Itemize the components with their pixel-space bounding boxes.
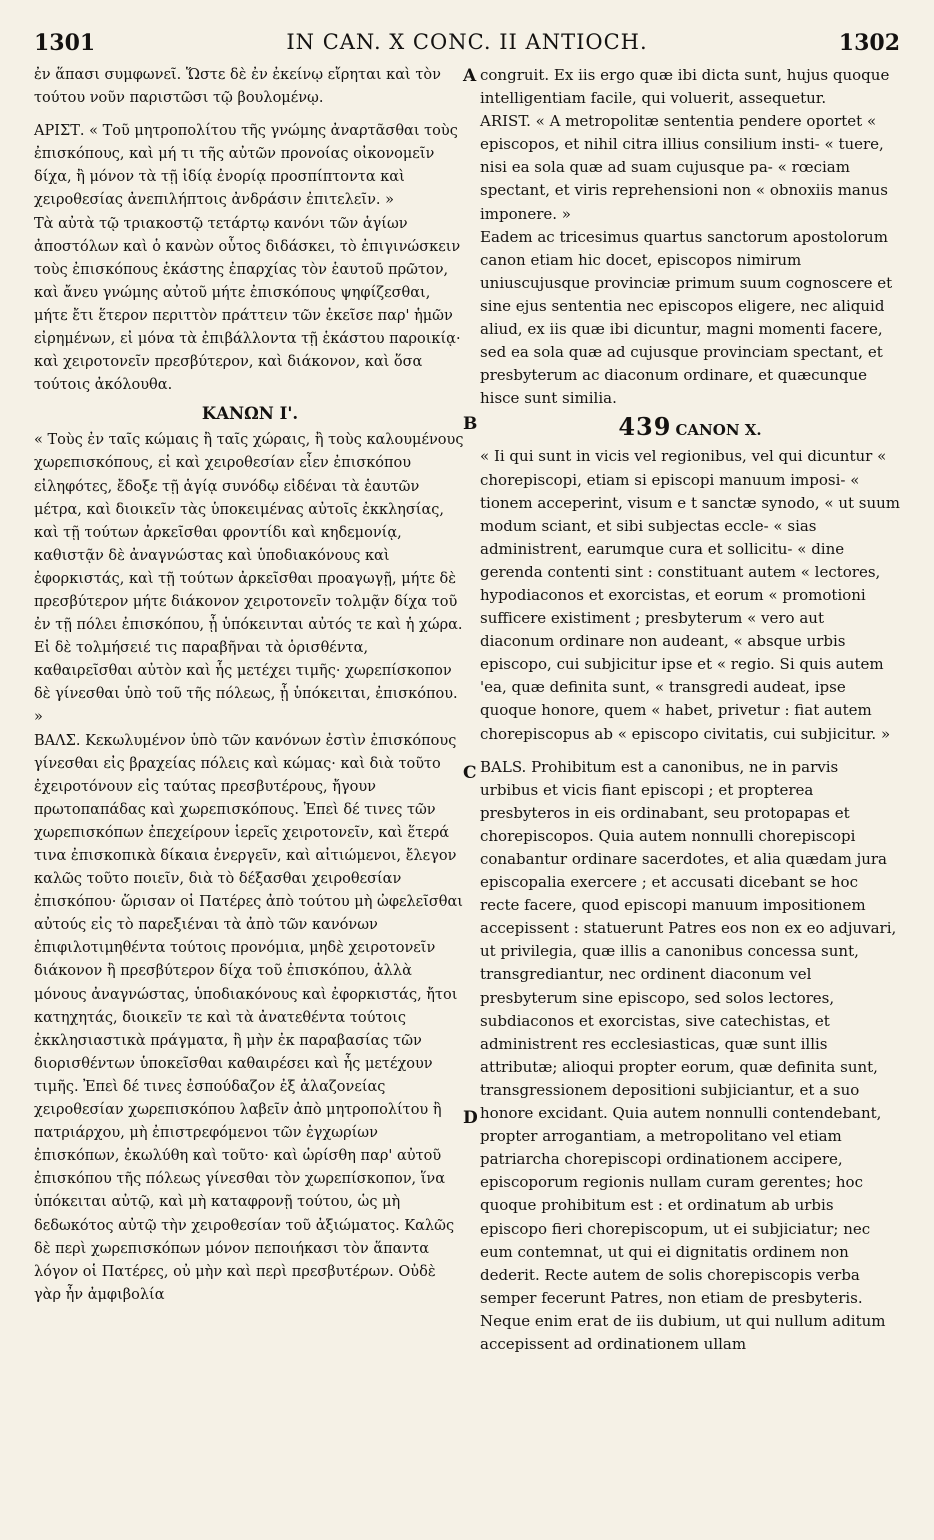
latin-canon-title: CANON X. <box>675 421 762 440</box>
page-number-right: 1302 <box>838 30 900 56</box>
page-header <box>0 30 934 60</box>
greek-intro: ἐν ἅπασι συμφωνεῖ. Ὥστε δὲ ἐν ἐκείνῳ εἴρηται καὶ τὸν τούτου νοῦν παριστῶσι τῷ βουλομένῳ. <box>34 67 441 107</box>
latin-explanation: Eadem ac tricesimus quartus sanctorum apostolorum canon etiam hic docet, episcopos nimirum uniuscujusque provinciæ primum suum cognoscere et sine ejus sententia nec episcopos eligere, nec aliquid aliud, ex iis quæ ibi dicuntur, magni momenti facere, sed ea sola quæ ad cujusque provinciam spectant, et presbyterum ac diaconum ordinare, et quæcunque hisce sunt similia. <box>480 227 893 408</box>
latin-bals-comment: BALS. Prohibitum est a canonibus, ne in parvis urbibus et vicis fiant episcopi ; et propterea presbyteros in eis ordinabant, seu protopapas et chorepiscopos. Quia autem nonnulli chorepiscopi conabantur ordinare sacerdotes, et alia quædam jura episcopalia exercere ; et accusati dicebant se hoc recte facere, quod episcopi manuum impositionem accepissent : statuerunt Patres eos non ex eo adjuvari, ut privilegia, quæ illis a canonibus concessa sunt, transgrediantur, nec ordinent diaconum vel presbyterum sine episcopo, sed solos lectores, subdiaconos et exorcistas, sive catechistas, et administrent res ecclesiasticas, quæ sunt illis attributæ; alioqui propter eorum, quæ definita sunt, transgressionem depositioni subjiciantur, et a suo honore excidant. Quia autem nonnulli contendebant, propter arrogantiam, a metropolitano vel etiam patriarcha chorepiscopi ordinationem accipere, episcoporum regionis nullam curam gerentes; hoc quoque prohibitum est : et ordinatum ab urbis episcopo fieri chorepiscopum, ut ei subjiciatur; nec eum contemnat, ut qui ei dignitatis ordinem non dederit. Recte autem de solis chorepiscopis verba semper fecerunt Patres, non etiam de presbyteris. Neque enim erat de iis dubium, ut qui nullum aditum accepissent ad ordinationem ullam <box>480 757 897 1353</box>
latin-canon-heading <box>480 414 900 443</box>
greek-bals-comment: ΒΑΛΣ. Κεκωλυμένον ὑπὸ τῶν κανόνων ἐστὶν ἐπισκόπους γίνεσθαι εἰς βραχείας πόλεις καὶ κώμας· καὶ διὰ τοῦτο ἐχειροτόνουν εἰς ταύτας πρεσβυτέρους, ἤγουν πρωτοπαπάδας καὶ χωρεπισκόπους. Ἐπεὶ δέ τινες τῶν χωρεπισκόπων ἐπεχείρουν ἱερεῖς χειροτονεῖν, καὶ ἕτερά τινα ἐπισκοπικὰ δίκαια ἐνεργεῖν, καὶ αἰτιώμενοι, ἔλεγον καλῶς τοῦτο ποιεῖν, διὰ τὸ δέξασθαι χειροθεσίαν ἐπισκόπου· ὥρισαν οἱ Πατέρες ἀπὸ τούτου μὴ ὠφελεῖσθαι αὐτούς εἰς τὸ παρεξιέναι τὰ ἀπὸ τῶν κανόνων ἐπιφιλοτιμηθέντα τούτοις προνόμια, μηδὲ χειροτονεῖν διάκονον ἢ πρεσβύτερον δίχα τοῦ ἐπισκόπου, ἀλλὰ μόνους ἀναγνώστας, ὑποδιακόνους καὶ ἐφορκιστάς, ἤτοι κατηχητάς, διοικεῖν τε καὶ τὰ ἀνατεθέντα τούτοις ἐκκλησιαστικὰ πράγματα, ἢ μὴν ἐκ παραβασίας τῶν διορισθέντων ὑποκεῖσθαι καθαιρέσει καὶ ἧς μετέχουν τιμῆς. Ἐπεὶ δέ τινες ἐσπούδαζον ἐξ ἀλαζονείας χειροθεσίαν χωρεπισκόπου λαβεῖν ἀπὸ μητροπολίτου ἢ πατριάρχου, μὴ ἐπιστρεφόμενοι τῶν ἐγχωρίων ἐπισκόπων, ἐκωλύθη καὶ τοῦτο· καὶ ὡρίσθη παρ' αὐτοῦ ἐπισκόπου τῆς πόλεως γίνεσθαι τὸν χωρεπίσκοπον, ἵνα ὑπόκειται αὐτῷ, καὶ μὴ καταφρονῇ τούτου, ὡς μὴ δεδωκότος αὐτῷ τὴν χειροθεσίαν τοῦ ἀξιώματος. Καλῶς δὲ περὶ χωρεπισκόπων μόνον πεποιήκασι τὸν ἅπαντα λόγον οἱ Πατέρες, οὐ μὴν καὶ περὶ πρεσβυτέρων. Οὐδὲ γὰρ ἦν ἀμφιβολία <box>34 732 463 1303</box>
greek-arist-comment: ΑΡΙΣΤ. « Τοῦ μητροπολίτου τῆς γνώμης ἀναρτᾶσθαι τοὺς ἐπισκόπους, καὶ μή τι τῆς αὐτῶν προνοίας οἰκονομεῖν δίχα, ἢ μόνον τὰ τῇ ἰδίᾳ ἐνορίᾳ προσπίπτοντα καὶ χειροθεσίας ἀνεπιλήπτοις ἀνδράσιν ἐπιτελεῖν. » <box>34 123 458 209</box>
running-title: IN CAN. X CONC. II ANTIOCH. <box>286 30 648 54</box>
margin-letter-b: B <box>463 414 478 434</box>
margin-letter-c: C <box>463 763 477 783</box>
greek-canon-title: ΚΑΝΩΝ Ι'. <box>201 404 299 424</box>
latin-canon-number: 439 <box>618 412 672 442</box>
greek-explanation: Τὰ αὐτὰ τῷ τριακοστῷ τετάρτῳ κανόνι τῶν ἁγίων ἀποστόλων καὶ ὁ κανὼν οὗτος διδάσκει, τὸ ἐπιγινώσκειν τοὺς ἐπισκόπους ἑκάστης ἐπαρχίας τὸν ἑαυτοῦ πρῶτον, καὶ ἄνευ γνώμης αὐτοῦ μήτε ἐπισκόπους ψηφίζεσθαι, μήτε ἔτι ἕτερον περιττὸν πράττειν τῶν ἐκεῖσε παρ' ἡμῶν εἰρημένων, εἰ μόνα τὰ ἐπιβάλλοντα τῇ ἑκάστου παροικίᾳ· καὶ χειροτονεῖν πρεσβύτερον, καὶ διάκονον, καὶ ὅσα τούτοις ἀκόλουθα. <box>34 215 461 394</box>
margin-letter-a: A <box>463 66 477 86</box>
margin-letter-d: D <box>463 1108 478 1128</box>
latin-intro: congruit. Ex iis ergo quæ ibi dicta sunt, hujus quoque intelligentiam facile, qui voluerit, assequetur. <box>480 66 890 108</box>
page-number-left: 1301 <box>34 30 96 56</box>
greek-column <box>34 64 466 1307</box>
greek-canon-text: « Τοὺς ἐν ταῖς κώμαις ἢ ταῖς χώραις, ἢ τοὺς καλουμένους χωρεπισκόπους, εἰ καὶ χειροθεσίαν εἶεν ἐπισκόπου εἰληφότες, ἔδοξε τῇ ἁγίᾳ συνόδῳ εἰδέναι τὰ ἑαυτῶν μέτρα, καὶ διοικεῖν τὰς ὑποκειμένας αὐτοῖς ἐκκλησίας, καὶ τῇ τούτων ἀρκεῖσθαι φροντίδι καὶ κηδεμονίᾳ, καθιστᾷν δὲ ἀναγνώστας καὶ ὑποδιακόνους καὶ ἐφορκιστάς, καὶ τῇ τούτων ἀρκεῖσθαι προαγωγῇ, μήτε δὲ πρεσβύτερον μήτε διάκονον χειροτονεῖν τολμᾷν δίχα τοῦ ἐν τῇ πόλει ἐπισκόπου, ᾗ ὑπόκεινται αὐτός τε καὶ ἡ χώρα. Εἰ δὲ τολμήσειέ τις παραβῆναι τὰ ὁρισθέντα, καθαιρεῖσθαι αὐτὸν καὶ ἧς μετέχει τιμῆς· χωρεπίσκοπον δὲ γίνεσθαι ὑπὸ τοῦ τῆς πόλεως, ᾗ ὑπόκειται, ἐπισκόπου. » <box>34 432 464 726</box>
latin-column <box>480 64 900 1356</box>
latin-canon-text: « Ii qui sunt in vicis vel regionibus, vel qui dicuntur « chorepiscopi, etiam si episcopi manuum imposi- « tionem acceperint, visum e t sanctæ synodo, « ut suum modum sciant, et sibi subjectas eccle- « sias administrent, earumque cura et sollicitu- « dine gerenda contenti sint : constituant autem « lectores, hypodiaconos et exorcistas, et eorum « promotioni sufficere existiment ; presbyterum « vero aut diaconum ordinare non audeant, « absque urbis episcopo, cui subjicitur ipse et « regio. Si quis autem 'ea, quæ definita sunt, « transgredi audeat, ipse quoque honore, quem « habet, privetur : fiat autem chorepiscopus ab « episcopo civitatis, cui subjicitur. » <box>480 447 901 743</box>
latin-arist-comment: ARIST. « A metropolitæ sententia pendere oportet « episcopos, et nihil citra illius consilium insti- « tuere, nisi ea sola quæ ad suam cujusque pa- « rœciam spectant, et viris reprehensioni non « obnoxiis manus imponere. » <box>480 112 888 223</box>
